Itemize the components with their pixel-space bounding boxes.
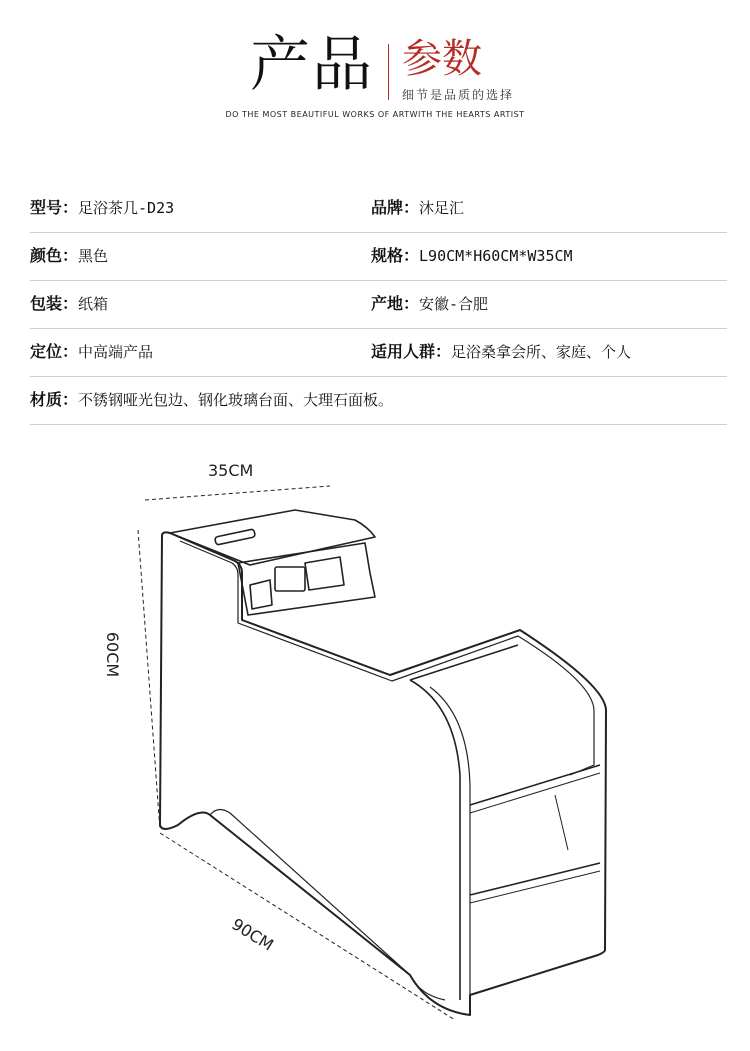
spec-label: 品牌： — [371, 198, 420, 217]
spec-label: 产地： — [371, 294, 420, 313]
spec-size — [371, 245, 573, 267]
spec-row-package — [30, 281, 727, 329]
spec-value: 足浴桑拿会所、家庭、个人 — [451, 343, 632, 361]
spec-value: 沐足汇 — [419, 199, 465, 217]
shelf-top-inner — [470, 773, 600, 813]
cabinet-outline — [160, 532, 606, 1015]
title-subtitle: 细节是品质的选择 — [402, 88, 515, 102]
spec-material — [30, 389, 393, 411]
page-header — [0, 0, 750, 130]
spec-audience — [371, 341, 631, 363]
spec-value: 安徽-合肥 — [419, 295, 489, 313]
height-dimension-label: 60CM — [103, 631, 123, 678]
spec-row-position — [30, 329, 727, 377]
shelf-support — [555, 795, 568, 850]
lid-handle — [215, 529, 256, 545]
shelf-bottom-inner — [470, 871, 600, 903]
spec-row-model — [30, 185, 727, 233]
shelf-bottom — [470, 863, 600, 895]
spec-label: 型号： — [30, 198, 79, 217]
spec-value: L90CM*H60CM*W35CM — [419, 247, 573, 265]
control-box — [275, 567, 305, 591]
front-curve — [410, 680, 460, 1000]
spec-value: 黑色 — [78, 247, 109, 265]
panel-recess-right — [305, 557, 344, 590]
spec-package — [30, 293, 108, 315]
spec-value: 不锈钢哑光包边、钢化玻璃台面、大理石面板。 — [78, 391, 394, 409]
spec-brand — [371, 197, 464, 219]
front-curve-inner — [430, 687, 470, 995]
spec-label: 定位： — [30, 342, 79, 361]
spec-row-color — [30, 233, 727, 281]
product-line-drawing — [100, 455, 640, 1035]
spec-label: 包装： — [30, 294, 79, 313]
spec-row-material — [30, 377, 727, 425]
spec-label: 规格： — [371, 246, 420, 265]
spec-value: 纸箱 — [78, 295, 109, 313]
spec-label: 颜色： — [30, 246, 79, 265]
spec-label: 适用人群： — [371, 342, 452, 361]
spec-model — [30, 197, 174, 219]
length-dimension-label: 90CM — [228, 914, 277, 955]
control-panel — [238, 543, 375, 615]
lid — [170, 510, 375, 565]
panel-recess-left — [250, 580, 272, 609]
spec-label: 材质： — [30, 390, 79, 409]
title-divider — [388, 44, 389, 100]
width-dimension-line — [145, 486, 330, 500]
base-edge — [210, 809, 445, 1000]
spec-value: 足浴茶几-D23 — [78, 199, 175, 217]
spec-table — [30, 185, 727, 425]
tagline: DO THE MOST BEAUTIFUL WORKS OF ARTWITH THE HEARTS ARTIST — [225, 110, 525, 119]
spec-position — [30, 341, 153, 363]
spec-origin — [371, 293, 488, 315]
spec-color — [30, 245, 108, 267]
width-dimension-label: 35CM — [208, 461, 254, 480]
shelf-top — [470, 765, 600, 805]
title-accent: 参数 — [402, 36, 482, 82]
spec-value: 中高端产品 — [78, 343, 154, 361]
title-main: 产品 — [250, 30, 374, 100]
length-dimension-line — [160, 833, 455, 1020]
product-dimension-drawing — [100, 455, 640, 1035]
height-dimension-line — [138, 530, 160, 830]
